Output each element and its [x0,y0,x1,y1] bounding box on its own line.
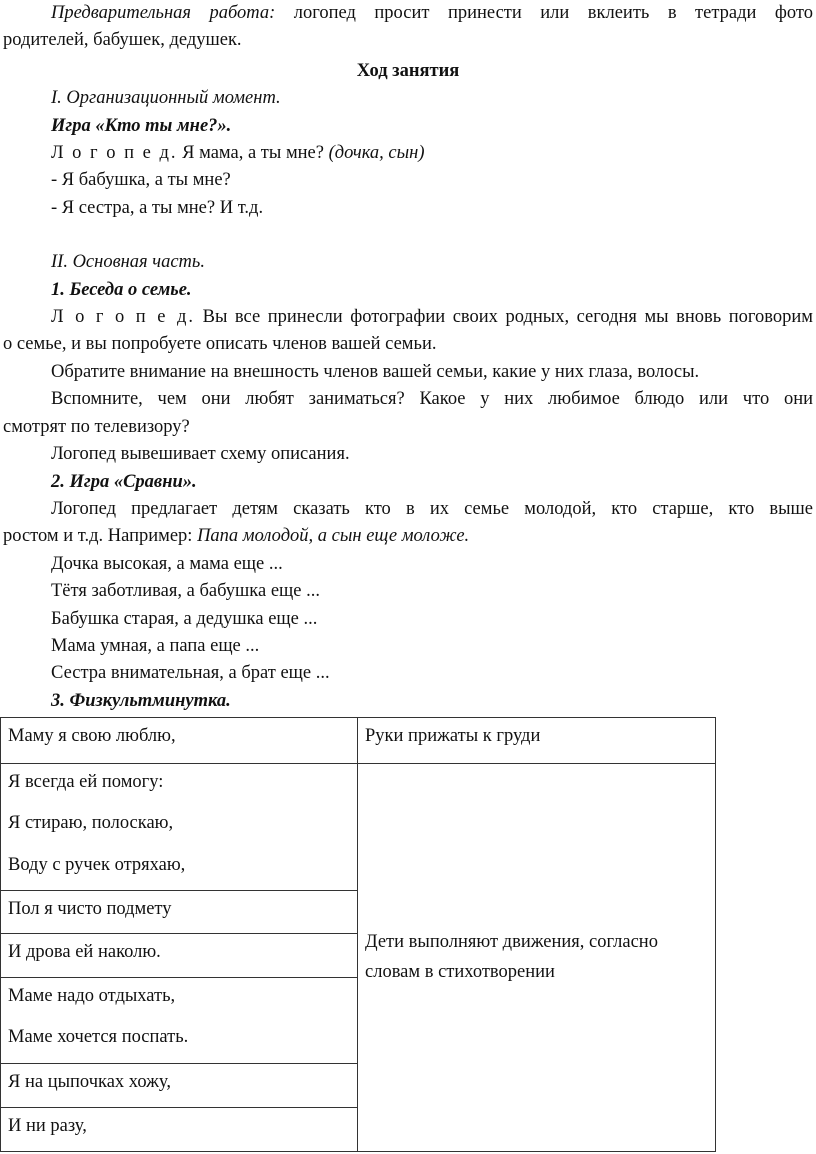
section1-line-3: - Я сестра, а ты мне? И т.д. [51,197,264,218]
section1-line1-answer: (дочка, сын) [328,143,425,164]
prelim-text-1: логопед просит принести или вклеить в тетради фото [293,3,813,23]
section1-line-2: - Я бабушка, а ты мне? [51,170,231,191]
prelim-line-1 [3,0,813,27]
table-cell: Руки прижаты к груди [358,718,716,764]
compare-item: Сестра внимательная, а брат еще ... [51,663,330,684]
sub1-p2: Обратите внимание на внешность членов вашей семьи, какие у них глаза, волосы. [51,361,700,382]
sub1-p1-line1 [3,304,813,331]
sub2-title: 2. Игра «Сравни». [51,471,197,492]
section1-line-1 [3,140,813,167]
sub1-p1-line2: о семье, и вы попробуете описать членов вашей семьи. [3,334,437,355]
table-row [1,764,716,891]
table-cell: Я на цыпочках хожу, [1,1064,358,1108]
section1-title: I. Организационный момент. [51,88,281,109]
speaker-label: Л о г о п е д. [51,143,178,164]
section1-line1-text: Я мама, а ты мне? [177,143,329,164]
table-line: Маме надо отдыхать, [8,986,176,1006]
compare-item: Дочка высокая, а мама еще ... [51,553,283,574]
prelim-label: Предварительная работа: [51,3,276,23]
sub1-p1-line1-text: Вы все принесли фотографии своих родных, сегодня мы вновь поговорим [195,307,813,328]
table-cell [1,978,358,1064]
sub1-p3-line1: Вспомните, чем они любят заниматься? Какое у них любимое блюдо или что они [51,389,813,410]
lesson-heading: Ход занятия [356,60,460,81]
compare-item: Мама умная, а папа еще ... [51,635,260,656]
sub3-title: 3. Физкультминутка. [51,690,231,711]
sub2-example: Папа молодой, а сын еще моложе. [197,526,470,547]
sub2-p1-line1: Логопед предлагает детям сказать кто в их семье молодой, кто старше, кто выше [51,498,813,519]
compare-item: Тётя заботливая, а бабушка еще ... [51,581,321,602]
sub2-p1-line2-text: ростом и т.д. Например: [3,526,198,547]
table-line: Воду с ручек отряхаю, [8,854,186,875]
table-line: Я стираю, полоскаю, [8,813,174,834]
sub1-p3-line2: смотрят по телевизору? [3,416,190,437]
table-cell: Маму я свою люблю, [1,718,358,764]
merged-cell: Дети выполняют движения, согласно словам в стихотворении [358,764,716,1152]
exercise-table [0,717,716,1152]
section2-title: II. Основная часть. [51,252,205,273]
compare-item: Бабушка старая, а дедушка еще ... [51,608,318,629]
speaker-label-2: Л о г о п е д. [51,307,196,328]
table-cell [1,764,358,891]
table-line: Маме хочется поспать. [8,1027,189,1048]
table-row [1,718,716,764]
table-cell: И ни разу, [1,1108,358,1152]
sub1-p4: Логопед вывешивает схему описания. [51,444,350,465]
sub2-p1-line2 [3,523,813,550]
table-line: Я всегда ей помогу: [8,772,164,792]
sub1-title: 1. Беседа о семье. [51,279,192,300]
table-cell: Пол я чисто подмету [1,891,358,934]
game1-title: Игра «Кто ты мне?». [51,115,232,136]
prelim-line-2: родителей, бабушек, дедушек. [3,30,242,51]
table-cell: И дрова ей наколю. [1,934,358,978]
